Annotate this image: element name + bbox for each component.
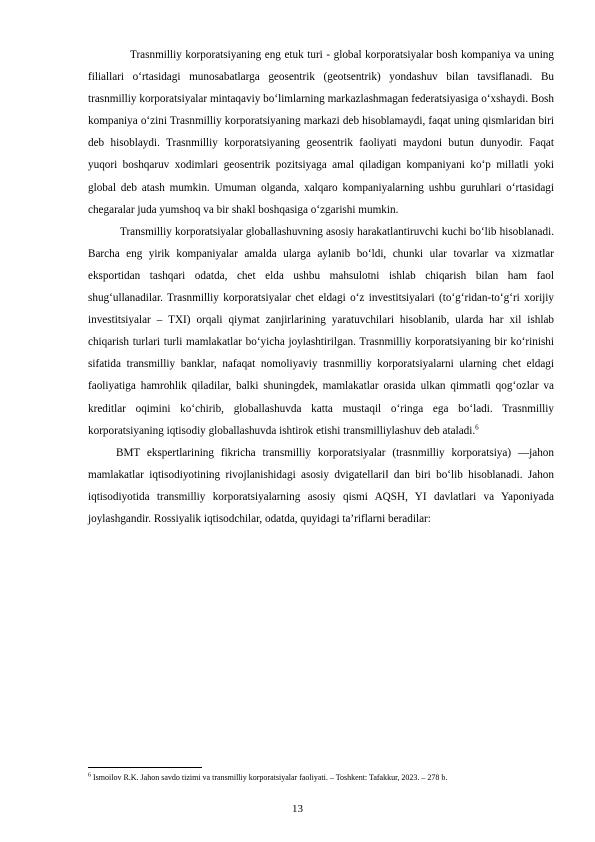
paragraph-globalization-drivers bbox=[88, 221, 554, 442]
paragraph-global-corporations bbox=[88, 44, 554, 221]
footnote-reference[interactable]: 6 bbox=[475, 422, 479, 431]
footnote bbox=[88, 771, 554, 784]
paragraph-text: Trasnmilliy korporatsiyaning eng etuk turi - global korporatsiyalar bosh kompaniya va uning filiallari o‘rtasidagi munosabatlarga geosentrik (geotsentrik) yondashuv bilan tavsiflanadi. Bu trasnmilliy korporatsiyalar mintaqaviy bo‘limlarning markazlashmagan federatsiyasiga o‘xshaydi. Bosh kompaniya o‘zini Trasnmilliy korporatsiyaning markazi deb hisoblamaydi, faqat uning qismlaridan biri deb hisoblaydi. Trasnmilliy korporatsiyaning geosentrik faoliyati maydoni butun dunyodir. Faqat yuqori boshqaruv xodimlari geosentrik pozitsiyaga amal qiladigan kompaniyani ko‘p millatli yoki global deb atash mumkin. Umuman olganda, xalqaro kompaniyalarning ushbu guruhlari o‘rtasidagi chegaralar juda yumshoq va bir shakl boshqasiga o‘zgarishi mumkin. bbox=[88, 49, 554, 216]
footnote-separator bbox=[88, 767, 202, 768]
paragraph-un-experts bbox=[88, 442, 554, 530]
body-text bbox=[88, 44, 554, 530]
paragraph-text: Transmilliy korporatsiyalar globallashuvning asosiy harakatlantiruvchi kuchi bo‘lib hisoblanadi. Barcha eng yirik kompaniyalar amalda ularga aylanib bo‘ldi, chunki ular tovarlar va xizmatlar eksportidan tashqari odatda, chet elda ushbu mahsulotni ishlab chiqarish bilan ham faol shug‘ullanadilar. Trasnmilliy korporatsiyalar chet eldagi o‘z investitsiyalari (to‘g‘ridan-to‘g‘ri xorijiy investitsiyalar – TXI) orqali qiymat zanjirlarining yaratuvchilari hisoblanib, ularda har xil ishlab chiqarish turlari turli mamlakatlar bo‘yicha joylashtirilgan. Trasnmilliy korporatsiyaning bir ko‘rinishi sifatida transmilliy banklar, nafaqat nomoliyaviy trasnmilliy korporatsiyalarni ularning chet eldagi faoliyatiga hamrohlik qiladilar, balki shuningdek, mamlakatlar orasida ulkan qimmatli qog‘ozlar va kreditlar oqimini ko‘chirib, globallashuvda katta mustaqil o‘ringa ega bo‘ladi. Trasnmilliy korporatsiyaning iqtisodiy globallashuvda ishtirok etishi transmilliylashuv deb ataladi. bbox=[88, 225, 554, 437]
paragraph-text: BMT ekspertlarining fikricha transmilliy korporatsiyalar (trasnmilliy korporatsiya) ―jahon mamlakatlar iqtisodiyotining rivojlanishidagi asosiy dvigatellari‖ dan biri bo‘lib hisoblanadi. Jahon iqtisodiyotida transmilliy korporatsiyalarning asosiy qismi AQSH, YI davlatlari va Yaponiyada joylashgandir. Rossiyalik iqtisodchilar, odatda, quyidagi ta’riflarni beradilar: bbox=[88, 446, 554, 525]
page-number: 13 bbox=[292, 803, 303, 815]
footnote-text: Ismoilov R.K. Jahon savdo tizimi va transmilliy korporatsiyalar faoliyati. – Toshkent: Tafakkur, 2023. – 278 b. bbox=[93, 773, 448, 782]
footnote-marker: 6 bbox=[88, 772, 91, 779]
